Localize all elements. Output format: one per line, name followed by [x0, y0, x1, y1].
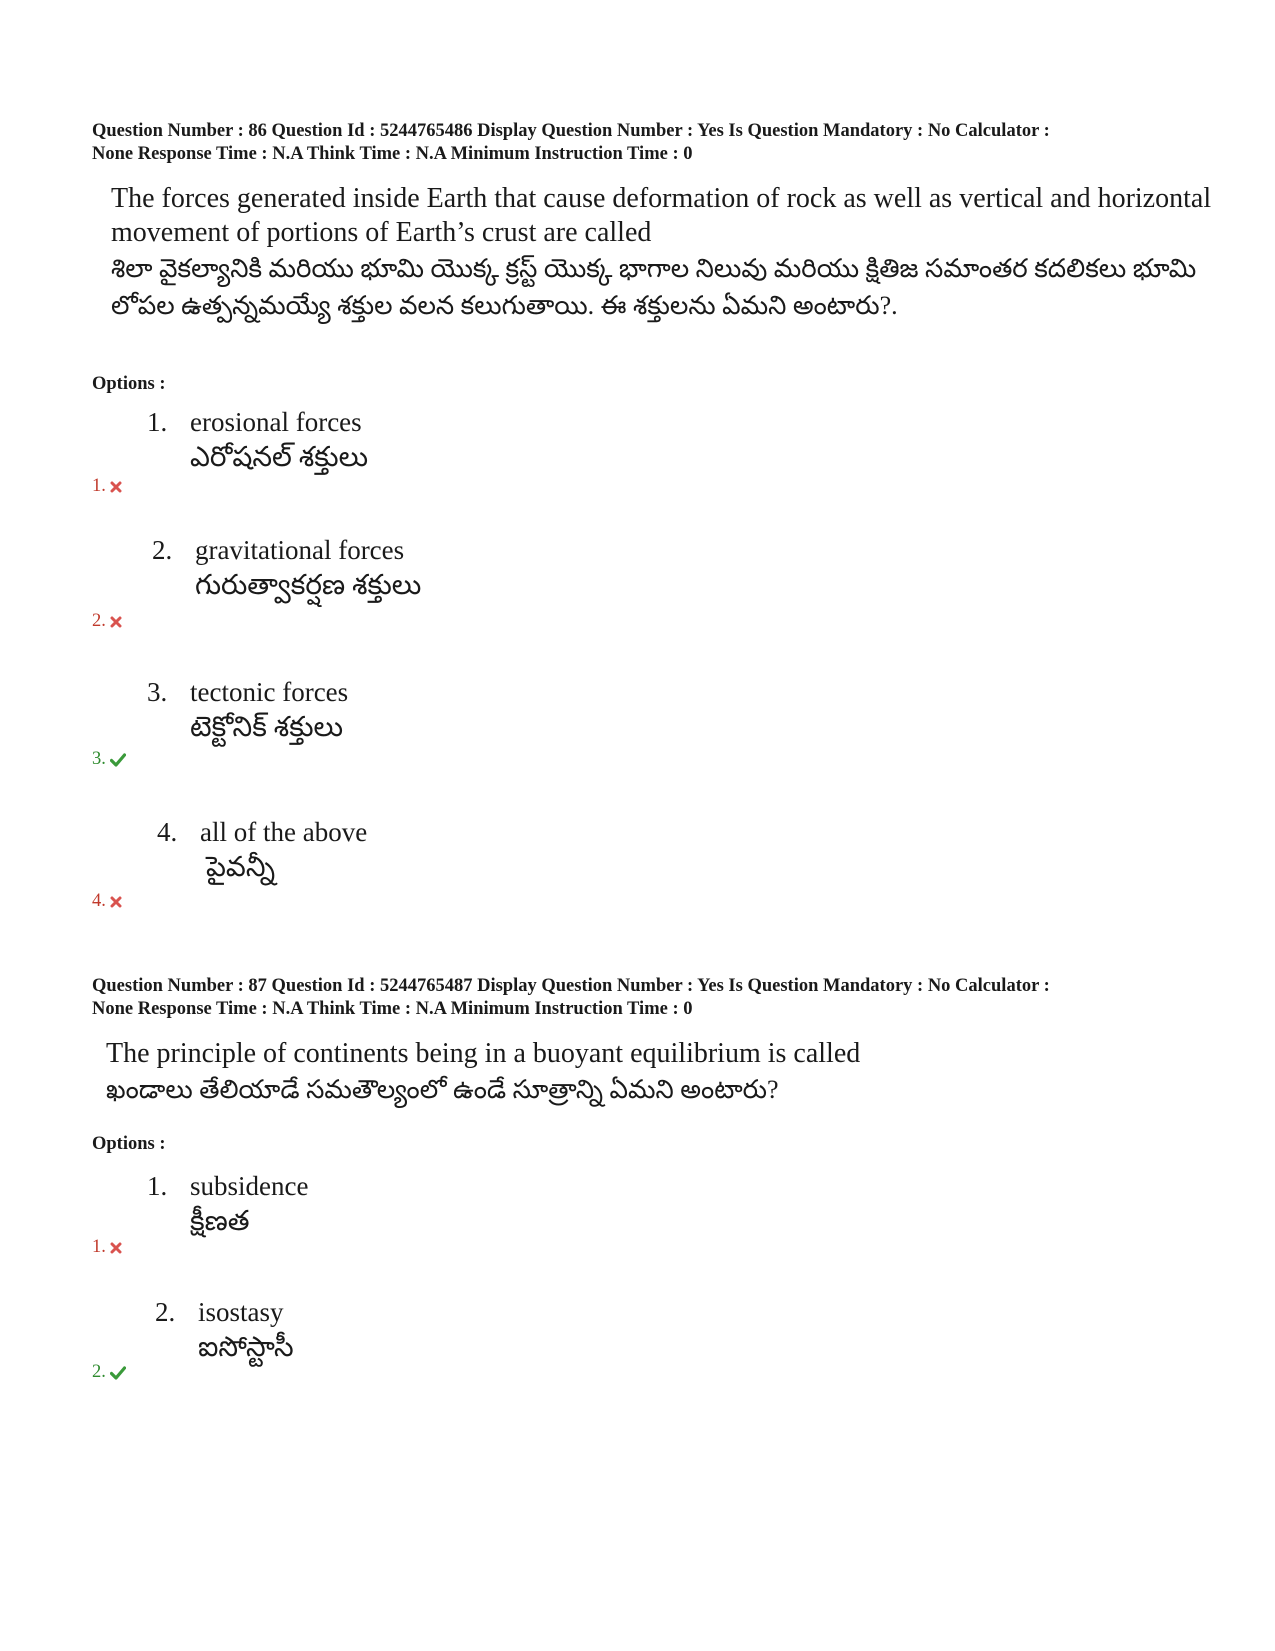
option-mark-number: 2. [92, 1362, 106, 1382]
question-text-telugu: ఖండాలు తేలియాడే సమతౌల్యంలో ఉండే సూత్రాన్ని ఏమని అంటారు? [106, 1075, 779, 1104]
cross-icon [110, 616, 122, 628]
option-text-telugu: పైవన్నీ [206, 852, 276, 883]
options-label: Options : [92, 374, 166, 394]
option-mark-number: 1. [92, 476, 106, 496]
question-text [106, 1037, 1216, 1108]
cross-icon [110, 896, 122, 908]
meta-line-1: Question Number : 86 Question Id : 5244765486 Display Question Number : Yes Is Question Mandatory : No Calculator : [92, 121, 1050, 141]
option-mark [92, 749, 126, 770]
option-number: 1. [147, 1171, 168, 1201]
meta-line-2: None Response Time : N.A Think Time : N.A Minimum Instruction Time : 0 [92, 144, 693, 164]
meta-line-2: None Response Time : N.A Think Time : N.A Minimum Instruction Time : 0 [92, 999, 693, 1019]
option-text-english: tectonic forces [190, 677, 349, 707]
option-text-telugu: ఎరోషనల్ శక్తులు [190, 442, 369, 473]
options-label: Options : [92, 1134, 166, 1154]
option-number: 1. [147, 407, 168, 437]
cross-icon [110, 481, 122, 493]
checkmark-icon [110, 753, 126, 767]
option-mark-number: 3. [92, 749, 106, 769]
option-text-english: erosional forces [190, 407, 362, 437]
option-mark-number: 2. [92, 611, 106, 631]
option-text-telugu: ఐసోస్టాసీ [198, 1332, 294, 1363]
option-mark [92, 1237, 122, 1258]
option-mark [92, 1362, 126, 1383]
cross-icon [110, 1242, 122, 1254]
question-meta [92, 975, 1212, 1021]
option-mark [92, 891, 122, 912]
option-text-english: gravitational forces [195, 535, 405, 565]
option-number: 2. [152, 535, 173, 565]
option-text-english: subsidence [190, 1171, 309, 1201]
option-text-telugu: గురుత్వాకర్షణ శక్తులు [195, 570, 422, 601]
option-mark [92, 476, 122, 497]
option-mark-number: 4. [92, 891, 106, 911]
option-text-english: all of the above [200, 817, 368, 847]
option-number: 2. [155, 1297, 176, 1327]
question-text-english: The forces generated inside Earth that cause deformation of rock as well as vertical and horizontal movement of portions of Earth’s crust are called [111, 183, 1212, 248]
option-text-telugu: క్షీణత [190, 1206, 250, 1237]
option-text-telugu: టెక్టోనిక్ శక్తులు [190, 712, 344, 743]
question-text-english: The principle of continents being in a buoyant equilibrium is called [106, 1038, 861, 1069]
option-mark [92, 611, 122, 632]
option-text-english: isostasy [198, 1297, 284, 1327]
option-mark-number: 1. [92, 1237, 106, 1257]
meta-line-1: Question Number : 87 Question Id : 5244765487 Display Question Number : Yes Is Question Mandatory : No Calculator : [92, 976, 1050, 996]
checkmark-icon [110, 1366, 126, 1380]
question-text-telugu: శిలా వైకల్యానికి మరియు భూమి యొక్క క్రస్ట్ యొక్క భాగాల నిలువు మరియు క్షితిజ సమాంతర కదలికలు భూమి లోపల ఉత్పన్నమయ్యే శక్తుల వలన కలుగుతాయి. ఈ శక్తులను ఏమని అంటారు?. [111, 254, 1197, 320]
question-text [111, 182, 1221, 324]
question-meta [92, 120, 1212, 166]
option-number: 4. [157, 817, 178, 847]
option-number: 3. [147, 677, 168, 707]
